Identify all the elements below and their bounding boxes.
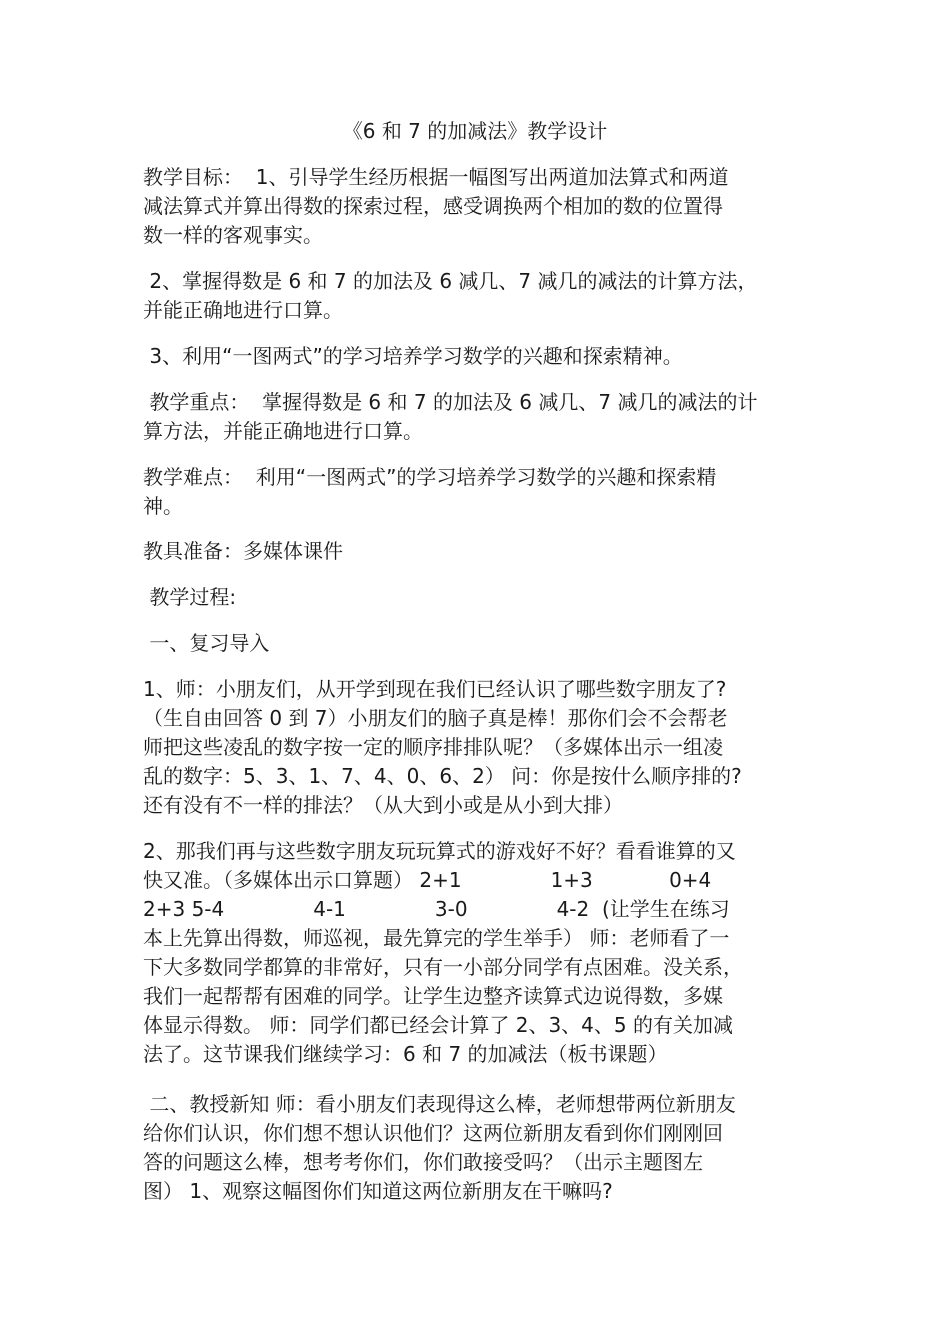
text-line: 教学难点： 利用“一图两式”的学习培养学习数学的兴趣和探索精 [143, 465, 717, 489]
text-line: 教学目标： 1、引导学生经历根据一幅图写出两道加法算式和两道 [143, 165, 729, 189]
paragraph-difficulties [143, 463, 823, 521]
text-line: 教学重点： 掌握得数是 6 和 7 的加法及 6 减几、7 减几的减法的计 [143, 390, 758, 414]
paragraph-review-2 [143, 837, 823, 1069]
text-line: 下大多数同学都算的非常好，只有一小部分同学有点困难。没关系， [143, 955, 743, 979]
paragraph-key-points [143, 388, 823, 446]
text-line: 2、那我们再与这些数字朋友玩玩算式的游戏好不好？看看谁算的又 [143, 839, 736, 863]
text-line: 师把这些凌乱的数字按一定的顺序排排队呢？（多媒体出示一组凌 [143, 735, 723, 759]
paragraph-goal-3 [143, 342, 823, 371]
paragraph-goal-2 [143, 267, 823, 325]
text-line: 图） 1、观察这幅图你们知道这两位新朋友在干嘛吗? [143, 1179, 613, 1203]
text-line: 快又准。（多媒体出示口算题） 2+1 1+3 0+4 [143, 868, 712, 892]
text-line: 二、教授新知 师：看小朋友们表现得这么棒，老师想带两位新朋友 [143, 1092, 736, 1116]
text-line: 还有没有不一样的排法？（从大到小或是从小到大排） [143, 793, 623, 817]
section-heading-review [143, 629, 823, 658]
text-line: 2+3 5-4 4-1 3-0 4-2 (让学生在练习 [143, 897, 730, 921]
text-line: 教学过程: [143, 585, 237, 609]
text-line: 给你们认识，你们想不想认识他们？这两位新朋友看到你们刚刚回 [143, 1121, 723, 1145]
text-line: 法了。这节课我们继续学习：6 和 7 的加减法（板书课题） [143, 1042, 668, 1066]
text-line: 乱的数字：5、3、1、7、4、0、6、2） 问：你是按什么顺序排的? [143, 764, 742, 788]
text-line: 本上先算出得数，师巡视，最先算完的学生举手） 师：老师看了一 [143, 926, 730, 950]
paragraph-materials [143, 537, 823, 566]
text-line: （生自由回答 0 到 7）小朋友们的脑子真是棒！那你们会不会帮老 [143, 706, 728, 730]
text-line: 并能正确地进行口算。 [143, 298, 343, 322]
text-line: 数一样的客观事实。 [143, 223, 323, 247]
text-line: 1、师：小朋友们，从开学到现在我们已经认识了哪些数字朋友了? [143, 677, 727, 701]
paragraph-review-1 [143, 675, 823, 820]
text-line: 减法算式并算出得数的探索过程，感受调换两个相加的数的位置得 [143, 194, 723, 218]
paragraph-teaching-goals [143, 163, 823, 250]
document-title: 《6 和 7 的加减法》教学设计 [342, 119, 608, 143]
text-line: 我们一起帮帮有困难的同学。让学生边整齐读算式边说得数，多媒 [143, 984, 723, 1008]
paragraph-new-knowledge [143, 1090, 823, 1206]
text-line: 神。 [143, 494, 183, 518]
paragraph-process-heading [143, 583, 823, 612]
text-line: 答的问题这么棒，想考考你们，你们敢接受吗？（出示主题图左 [143, 1150, 703, 1174]
text-line: 一、复习导入 [143, 631, 270, 655]
text-line: 3、利用“一图两式”的学习培养学习数学的兴趣和探索精神。 [143, 344, 683, 368]
text-line: 教具准备：多媒体课件 [143, 539, 343, 563]
text-line: 体显示得数。 师：同学们都已经会计算了 2、3、4、5 的有关加减 [143, 1013, 733, 1037]
text-line: 2、掌握得数是 6 和 7 的加法及 6 减几、7 减几的减法的计算方法， [143, 269, 758, 293]
text-line: 算方法，并能正确地进行口算。 [143, 419, 423, 443]
